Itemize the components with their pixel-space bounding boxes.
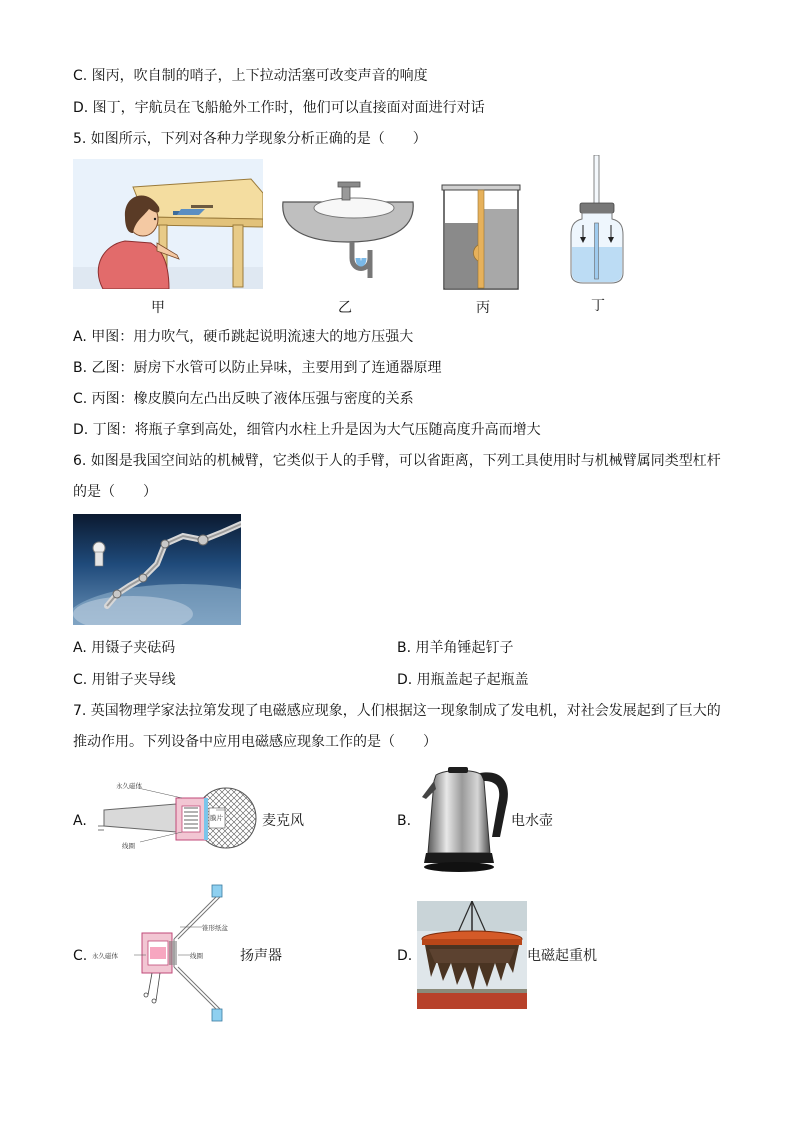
figure-jia [73, 159, 263, 289]
q6-option-d: D. 用瓶盖起子起瓶盖 [397, 672, 529, 688]
q7-option-b-letter: B. [397, 813, 412, 829]
q7-option-c-letter: C. [73, 948, 88, 964]
q7-stem-line2: 推动作用。下列设备中应用电磁感应现象工作的是（ ） [73, 734, 437, 750]
microphone-diagram [96, 780, 258, 852]
microphone-label-diaphragm: 膜片 [210, 814, 223, 822]
speaker-label-magnet: 永久磁体 [92, 952, 118, 960]
q7-stem-line1: 7. 英国物理学家法拉第发现了电磁感应现象，人们根据这一现象制成了发电机，对社会发展起到了巨大的 [73, 703, 721, 719]
caption-jia: 甲 [151, 300, 165, 316]
q5-option-d: D. 丁图：将瓶子拿到高处，细管内水柱上升是因为大气压随高度升高而增大 [73, 422, 541, 438]
q5-option-c: C. 丙图：橡皮膜向左凸出反映了液体压强与密度的关系 [73, 391, 414, 407]
speaker-diagram [90, 883, 238, 1025]
q5-stem: 5. 如图所示，下列对各种力学现象分析正确的是（ ） [73, 131, 427, 147]
caption-yi: 乙 [338, 300, 352, 316]
caption-ding: 丁 [591, 298, 605, 314]
speaker-label-cone: 锥形纸盆 [202, 924, 228, 932]
q7-option-c-name: 扬声器 [240, 948, 282, 964]
q6-option-c: C. 用钳子夹导线 [73, 672, 176, 688]
electric-kettle-photo [420, 767, 512, 873]
q5-option-a: A. 甲图：用力吹气，硬币跳起说明流速大的地方压强大 [73, 329, 414, 345]
q7-option-d-letter: D. [397, 948, 413, 964]
q6-option-a: A. 用镊子夹砝码 [73, 640, 176, 656]
q7-option-b-name: 电水壶 [511, 813, 553, 829]
q5-option-b: B. 乙图：厨房下水管可以防止异味，主要用到了连通器原理 [73, 360, 442, 376]
q6-option-b: B. 用羊角锤起钉子 [397, 640, 514, 656]
q6-stem-line1: 6. 如图是我国空间站的机械臂，它类似于人的手臂，可以省距离，下列工具使用时与机械臂属同类型杠杆 [73, 453, 721, 469]
caption-bing: 丙 [476, 300, 490, 316]
q4-option-c: C. 图丙，吹自制的哨子，上下拉动活塞可改变声音的响度 [73, 68, 428, 84]
figure-ding [565, 155, 630, 290]
space-station-arm-photo [73, 514, 241, 625]
electromagnetic-crane-photo [417, 901, 527, 1009]
q4-option-d: D. 图丁，宇航员在飞船舱外工作时，他们可以直接面对面进行对话 [73, 100, 485, 116]
q7-option-a-letter: A. [73, 813, 87, 829]
q7-option-d-name: 电磁起重机 [527, 948, 597, 964]
speaker-label-coil: 线圈 [190, 952, 203, 960]
microphone-label-coil: 线圈 [122, 842, 135, 850]
figure-bing [440, 183, 525, 293]
q6-stem-line2: 的是（ ） [73, 484, 157, 500]
figure-yi [278, 180, 418, 280]
microphone-label-magnet: 永久磁体 [116, 782, 142, 790]
q7-option-a-name: 麦克风 [262, 813, 304, 829]
